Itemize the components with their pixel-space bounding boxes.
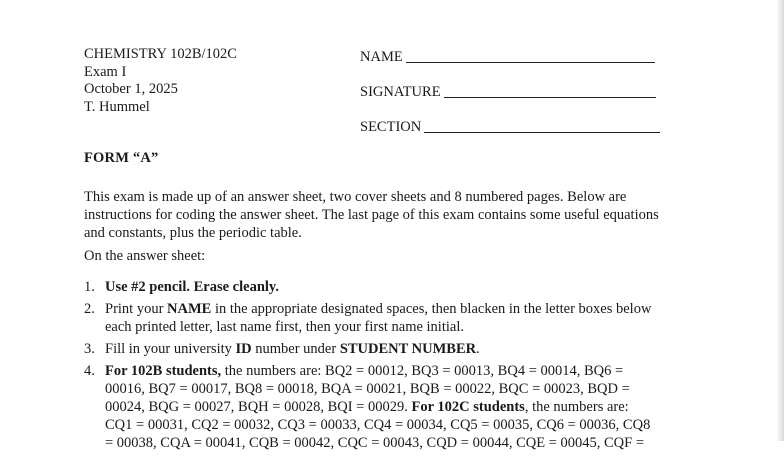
instruction-item-3 xyxy=(84,340,684,358)
item-text: , the numbers are: xyxy=(524,399,629,415)
instruction-item-1 xyxy=(84,278,684,296)
item-number: 3. xyxy=(84,341,95,357)
course-name: CHEMISTRY 102B/102C xyxy=(84,46,237,62)
course-header xyxy=(84,46,237,116)
item-text-line-5: = 00038, CQA = 00041, CQB = 00042, CQC = 00043, CQD = 00044, CQE = 00045, CQF = xyxy=(105,435,645,451)
intro-line-3: and constants, plus the periodic table. xyxy=(84,225,302,241)
item-text-bold: STUDENT NUMBER xyxy=(339,341,477,357)
page-edge-shadow xyxy=(776,0,784,441)
signature-field xyxy=(360,66,660,101)
item-text: the numbers are: BQ2 = 00012, BQ3 = 00013, BQ4 = 00014, BQ6 = xyxy=(221,363,624,379)
name-label: NAME xyxy=(360,49,403,65)
exam-number: Exam I xyxy=(84,63,127,80)
section-label: SECTION xyxy=(360,119,422,135)
item-text-line-4: CQ1 = 00031, CQ2 = 00032, CQ3 = 00033, CQ4 = 00034, CQ5 = 00035, CQ6 = 00036, CQ8 xyxy=(105,417,651,433)
item-number: 1. xyxy=(84,279,95,295)
name-blank-line[interactable] xyxy=(406,62,655,63)
instructor-name: T. Hummel xyxy=(84,98,150,115)
signature-label: SIGNATURE xyxy=(360,84,441,100)
intro-paragraph xyxy=(84,188,684,242)
signature-blank-line[interactable] xyxy=(444,97,656,98)
item-text: 00024, BQG = 00027, BQH = 00028, BQI = 00029. xyxy=(105,399,412,415)
item-text: in the appropriate designated spaces, then blacken in the letter boxes below xyxy=(211,301,652,317)
answer-sheet-heading: On the answer sheet: xyxy=(84,248,206,264)
instruction-item-2 xyxy=(84,300,684,336)
intro-line-2: instructions for coding the answer sheet. The last page of this exam contains some useful equations xyxy=(84,207,659,223)
instruction-item-4 xyxy=(84,362,684,452)
intro-line-1: This exam is made up of an answer sheet, two cover sheets and 8 numbered pages. Below are xyxy=(84,189,627,205)
item-number: 2. xyxy=(84,301,95,317)
name-field xyxy=(360,46,660,66)
section-blank-line[interactable] xyxy=(424,132,660,133)
item-text: Fill in your university xyxy=(105,341,236,357)
student-info-fields xyxy=(360,46,660,136)
item-text-bold: For 102B students, xyxy=(105,363,222,379)
section-field xyxy=(360,101,660,136)
instruction-list xyxy=(84,278,684,456)
item-text-line-2: 00016, BQ7 = 00017, BQ8 = 00018, BQA = 00021, BQB = 00022, BQC = 00023, BQD = xyxy=(105,381,630,397)
item-text-line-2: each printed letter, last name first, then your first name initial. xyxy=(105,319,464,335)
item-text-bold: For 102C students xyxy=(411,399,525,415)
exam-date: October 1, 2025 xyxy=(84,81,178,97)
form-title: FORM “A” xyxy=(84,150,159,166)
item-text-bold: Use #2 pencil. Erase cleanly. xyxy=(105,279,279,295)
item-number: 4. xyxy=(84,363,95,379)
item-text: number under xyxy=(251,341,340,357)
item-text-bold: NAME xyxy=(167,301,212,317)
item-text: . xyxy=(476,341,480,357)
item-text: Print your xyxy=(105,301,168,317)
item-text-bold: ID xyxy=(235,341,252,357)
